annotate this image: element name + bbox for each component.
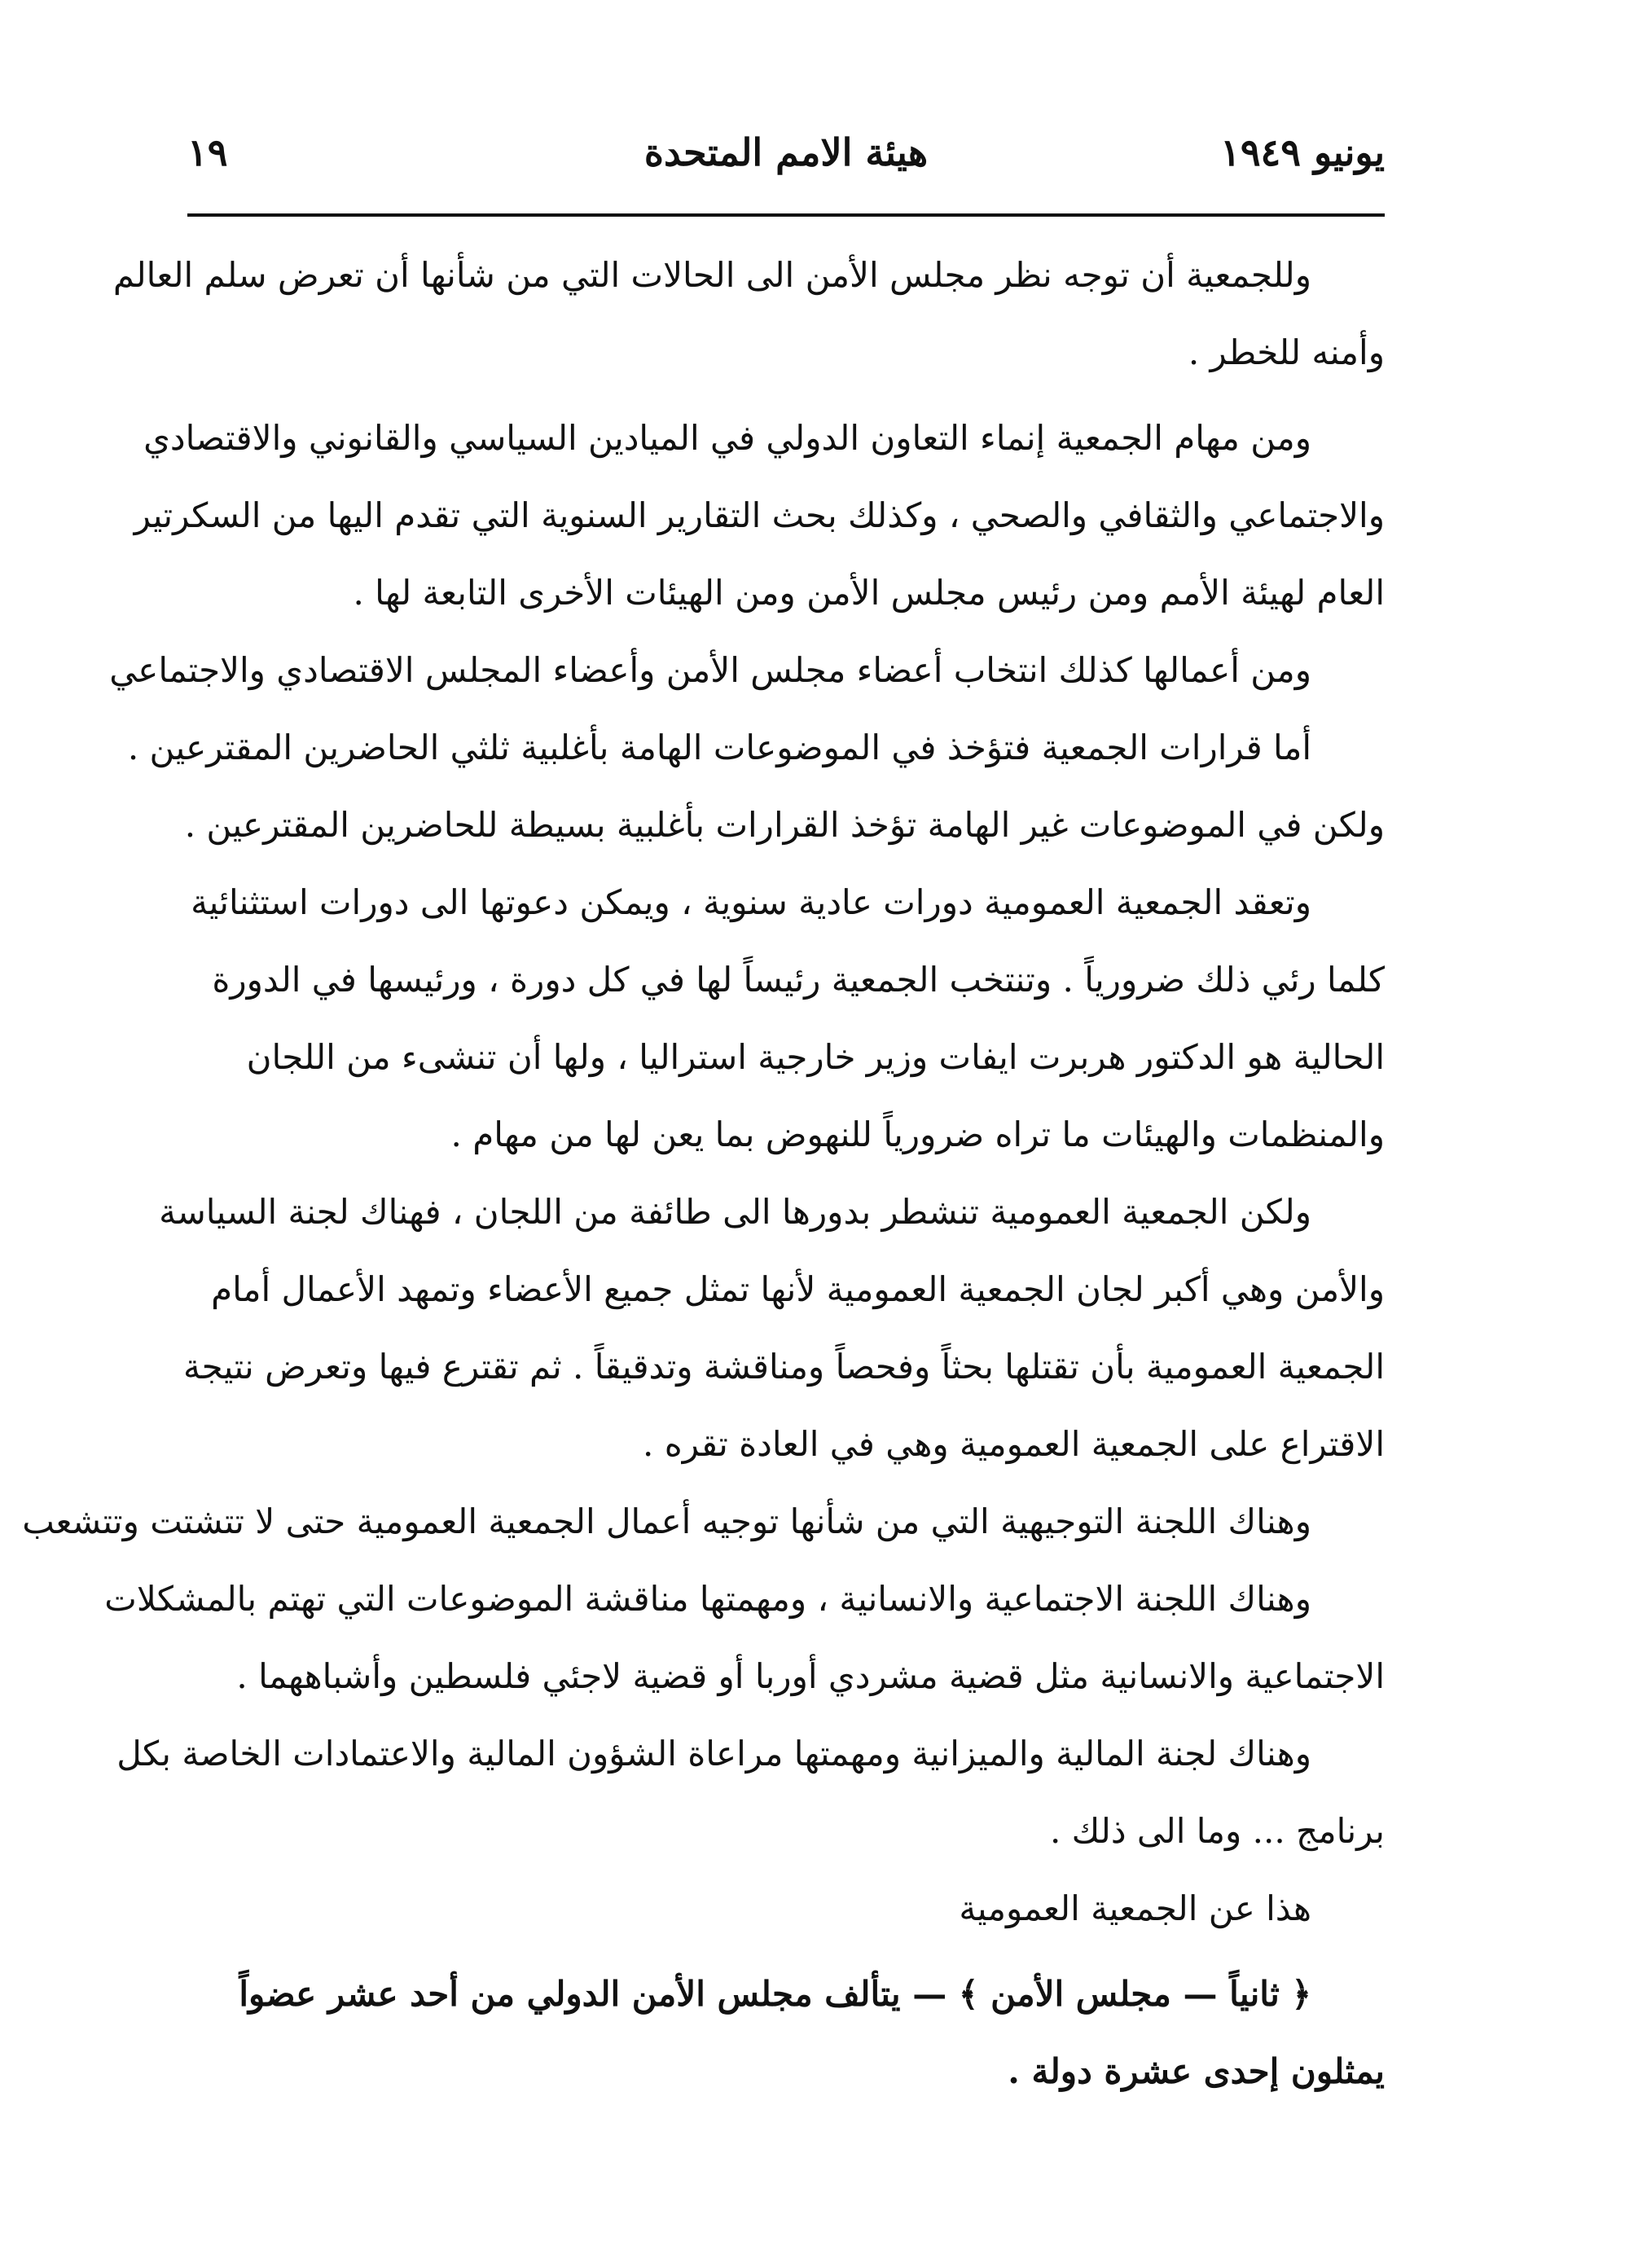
text-line: ومن أعمالها كذلك انتخاب أعضاء مجلس الأمن وأعضاء المجلس الاقتصادي والاجتماعي [109,650,1311,690]
text-line: وأمنه للخطر . [1188,332,1385,372]
text-line: يمثلون إحدى عشرة دولة . [1008,2051,1385,2091]
body-text [22,236,1385,2110]
text-line: وللجمعية أن توجه نظر مجلس الأمن الى الحالات التي من شأنها أن تعرض سلم العالم [112,255,1311,295]
text-line: والمنظمات والهيئات ما تراه ضرورياً للنهوض بما يعن لها من مهام . [450,1114,1385,1154]
paragraph-gap [187,1947,1385,1955]
text-line: أما قرارات الجمعية فتؤخذ في الموضوعات الهامة بأغلبية ثلثي الحاضرين المقترعين . [127,727,1311,767]
text-line: ولكن في الموضوعات غير الهامة تؤخذ القرارات بأغلبية بسيطة للحاضرين المقترعين . [184,805,1385,845]
text-line: والاجتماعي والثقافي والصحي ، وكذلك بحث التقارير السنوية التي تقدم اليها من السكرتير [134,495,1385,535]
header-title: هيئة الامم المتحدة [643,130,929,174]
text-line: وهناك لجنة المالية والميزانية ومهمتها مراعاة الشؤون المالية والاعتمادات الخاصة بكل [116,1734,1311,1774]
text-line: برنامج ... وما الى ذلك . [1049,1811,1385,1851]
text-line: الاجتماعية والانسانية مثل قضية مشردي أوربا أو قضية لاجئي فلسطين وأشباههما . [236,1656,1385,1696]
page-header [187,122,1385,196]
text-line: وهناك اللجنة التوجيهية التي من شأنها توجيه أعمال الجمعية العمومية حتى لا تتشتت وتتشعب [22,1501,1311,1541]
text-line: العام لهيئة الأمم ومن رئيس مجلس الأمن ومن الهيئات الأخرى التابعة لها . [353,573,1385,613]
text-line: ومن مهام الجمعية إنماء التعاون الدولي في الميادين السياسي والقانوني والاقتصادي [143,418,1311,458]
section-heading-line: ﴿ ثانياً — مجلس الأمن ﴾ — يتألف مجلس الأمن الدولي من أحد عشر عضواً [239,1974,1311,2014]
header-divider [187,213,1385,217]
header-date: يونيو ١٩٤٩ [1220,130,1385,174]
text-line: ولكن الجمعية العمومية تنشطر بدورها الى طائفة من اللجان ، فهناك لجنة السياسة [159,1192,1311,1232]
page-number: ١٩ [187,130,228,174]
text-line: والأمن وهي أكبر لجان الجمعية العمومية لأنها تمثل جميع الأعضاء وتمهد الأعمال أمام [211,1269,1385,1309]
text-line: وهناك اللجنة الاجتماعية والانسانية ، ومهمتها مناقشة الموضوعات التي تهتم بالمشكلات [104,1579,1311,1619]
text-line: وتعقد الجمعية العمومية دورات عادية سنوية ، ويمكن دعوتها الى دورات استثنائية [191,882,1311,922]
text-line: الجمعية العمومية بأن تقتلها بحثاً وفحصاً ومناقشة وتدقيقاً . ثم تقترع فيها وتعرض نتيجة [183,1347,1385,1387]
text-line: الاقتراع على الجمعية العمومية وهي في العادة تقره . [643,1424,1385,1464]
text-line: كلما رئي ذلك ضرورياً . وتنتخب الجمعية رئيساً لها في كل دورة ، ورئيسها في الدورة [212,960,1385,1000]
paragraph-gap [187,391,1385,399]
text-line: الحالية هو الدكتور هربرت ايفات وزير خارجية استراليا ، ولها أن تنشىء من اللجان [246,1037,1385,1077]
text-line: هذا عن الجمعية العمومية [959,1888,1311,1928]
